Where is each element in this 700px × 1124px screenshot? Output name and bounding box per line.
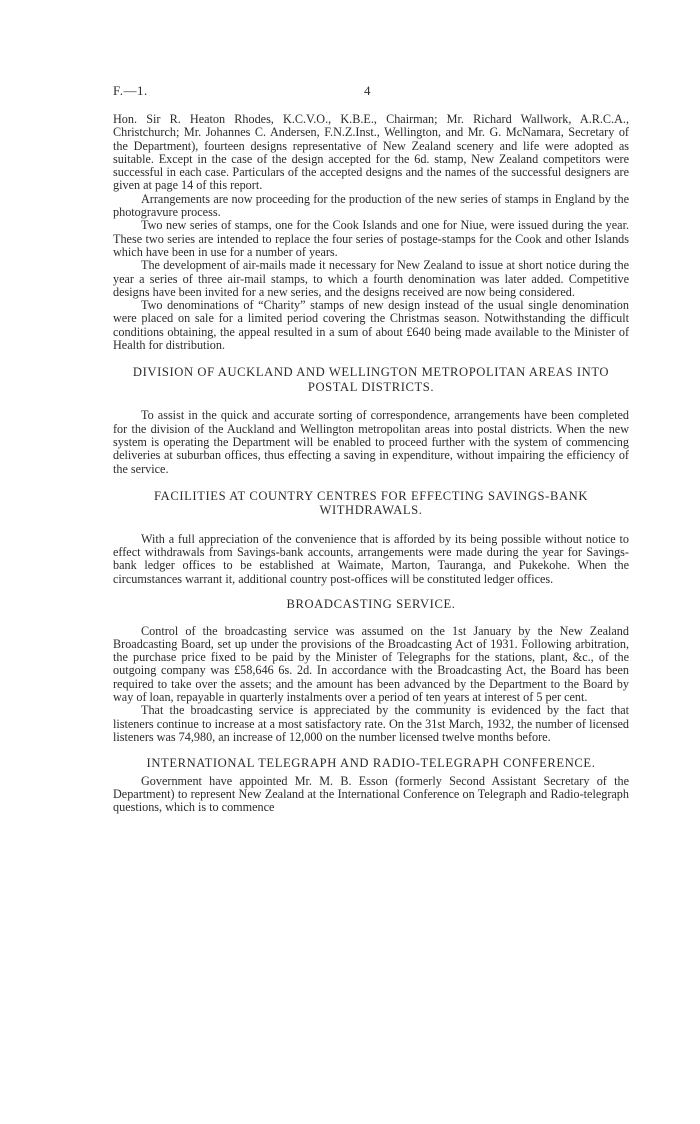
paragraph-postal-districts: To assist in the quick and accurate sorting of correspondence, arrangements have been completed for the division of the Auckland and Wellington metropolitan areas into postal districts. When the new system is operating the Department will be enabled to proceed further with the system of commencing deliveries at suburban offices, thus effecting a saving in expenditure, without impairing the efficiency of the service. [113,408,629,476]
paragraph-cook-niue: Two new series of stamps, one for the Cook Islands and one for Niue, were issued during the year. These two series are intended to replace the four series of postage-stamps for the Cook and other Islands which have been in use for a number of years. [113,218,629,259]
heading-telegraph-conference: INTERNATIONAL TELEGRAPH AND RADIO-TELEGRAPH CONFERENCE. [146,756,596,771]
document-body [113,113,629,815]
paragraph-savings-bank: With a full appreciation of the convenience that is afforded by its being possible without notice to effect withdrawals from Savings-bank accounts, arrangements were made during the year for Savings-bank ledger offices to be established at Waimate, Marton, Tauranga, and Pukekohe. When the circumstances warrant it, additional country post-offices will be constituted ledger offices. [113,531,629,586]
heading-broadcasting: BROADCASTING SERVICE. [286,597,456,612]
paragraph-air-mail: The development of air-mails made it necessary for New Zealand to issue at short notice during the year a series of three air-mail stamps, to which a fourth denomination was later added. Competitive designs have been invited for a new series, and the designs received are now being considered. [113,258,629,299]
paragraph-broadcasting-control: Control of the broadcasting service was assumed on the 1st January by the New Zealand Broadcasting Board, set up under the provisions of the Broadcasting Act of 1931. Following arbitration, the purchase price fixed to be paid by the Minister of Telegraphs for the stations, plant, &c., of the outgoing company was £58,646 6s. 2d. In accordance with the Broadcasting Act, the Board has been required to take over the assets; and the amount has been advanced by the Department to the Board by way of loan, repayable in quarterly instalments over a period of ten years at interest of 5 per cent. [113,623,629,704]
heading-savings-bank: FACILITIES AT COUNTRY CENTRES FOR EFFECTING SAVINGS-BANK WITHDRAWALS. [153,488,589,518]
paragraph-photogravure: Arrangements are now proceeding for the production of the new series of stamps in England by the photogravure process. [113,191,629,220]
paragraph-charity: Two denominations of “Charity” stamps of new design instead of the usual single denomination were placed on sale for a limited period covering the Christmas season. Notwithstanding the difficult conditions obtaining, the appeal resulted in a sum of about £640 being made available to the Minister of Health for distribution. [113,298,629,353]
page-reference: F.—1. [113,83,148,98]
heading-postal-districts: DIVISION OF AUCKLAND AND WELLINGTON METROPOLITAN AREAS INTO POSTAL DISTRICTS. [132,365,610,394]
paragraph-broadcasting-listeners: That the broadcasting service is appreciated by the community is evidenced by the fact that listeners continue to increase at a most satisfactory rate. On the 31st March, 1932, the number of licensed listeners was 74,980, an increase of 12,000 on the number licensed twelve months before. [113,703,629,744]
paragraph-telegraph-conference: Government have appointed Mr. M. B. Esson (formerly Second Assistant Secretary of the Department) to represent New Zealand at the International Conference on Telegraph and Radio-telegraph questions, which is to commence [113,773,629,815]
paragraph-committee: Hon. Sir R. Heaton Rhodes, K.C.V.O., K.B.E., Chairman; Mr. Richard Wallwork, A.R.C.A., Christchurch; Mr. Johannes C. Andersen, F.N.Z.Inst., Wellington, and Mr. G. McNamara, Secretary of the Department), fourteen designs representative of New Zealand scenery and life were adopted as suitable. Except in the case of the design accepted for the 6d. stamp, New Zealand competitors were successful in each case. Particulars of the accepted designs and the names of the successful designers are given at page 14 of this report. [113,112,629,193]
page-number: 4 [364,83,371,98]
